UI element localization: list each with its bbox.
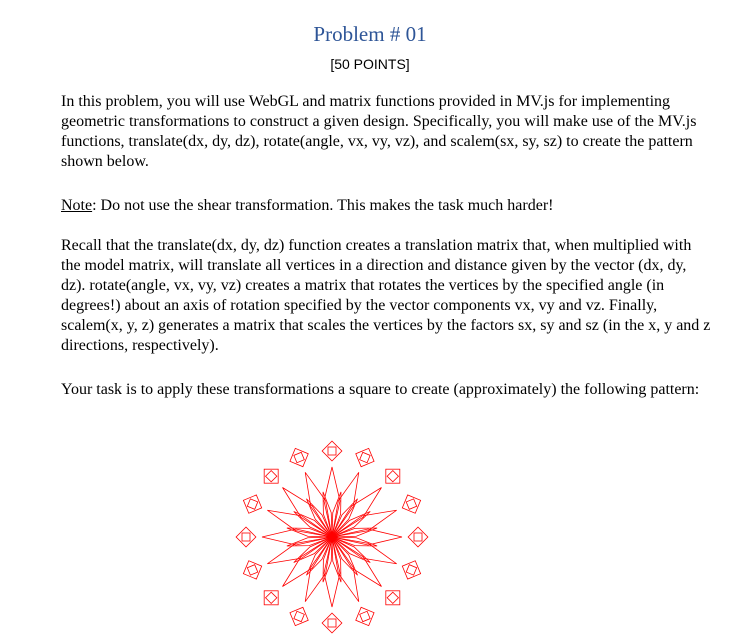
- outer-square: [402, 561, 420, 579]
- points-label: [50 POINTS]: [330, 56, 410, 72]
- recall-paragraph: Recall that the translate(dx, dy, dz) function creates a translation matrix that, when multiplied with the model matrix, will translate all vertices in a direction and distance given by the vector (dx, dy, dz). rotate(angle, vx, vy, vz) creates a matrix that rotates the vertices by the specified angle (in degrees!) about an axis of rotation specified by the vector components vx, vy and vz. Finally, scalem(x, y, z) generates a matrix that scales the vertices by the factors sx, sy and sz (in the x, y and z directions, respectively).: [61, 237, 711, 354]
- outer-square-frame: [402, 561, 420, 579]
- outer-square-frame: [408, 527, 428, 547]
- outer-square-inner: [406, 499, 416, 509]
- outer-square-frame: [402, 495, 420, 513]
- outer-square-inner: [328, 447, 336, 455]
- outer-square-frame: [322, 441, 342, 461]
- outer-square-inner: [247, 565, 257, 575]
- outer-square-inner: [294, 611, 304, 621]
- outer-square: [402, 495, 420, 513]
- pattern-group: [236, 441, 428, 633]
- intro-paragraph: In this problem, you will use WebGL and matrix functions provided in MV.js for implementing geometric transformations to construct a given design. Specifically, you will make use of the MV.js functions, translate(dx, dy, dz), rotate(angle, vx, vy, vz), and scalem(sx, sy, sz) to create the pattern shown below.: [61, 93, 697, 170]
- outer-square-inner: [414, 533, 422, 541]
- outer-square-inner: [360, 611, 370, 621]
- outer-square: [322, 613, 342, 633]
- outer-square-frame: [243, 495, 261, 513]
- outer-square-frame: [386, 591, 400, 605]
- outer-square: [264, 469, 278, 483]
- outer-square: [290, 448, 308, 466]
- outer-square-frame: [386, 469, 400, 483]
- outer-square-frame: [290, 607, 308, 625]
- outer-square-frame: [356, 607, 374, 625]
- outer-square-inner: [266, 592, 277, 603]
- outer-square: [243, 495, 261, 513]
- note-paragraph: [61, 196, 711, 216]
- note-label: Note: [61, 197, 93, 214]
- outer-square-frame: [264, 469, 278, 483]
- outer-square: [290, 607, 308, 625]
- outer-square-inner: [242, 533, 250, 541]
- outer-square-inner: [247, 499, 257, 509]
- outer-square: [408, 527, 428, 547]
- problem-title: Problem # 01: [313, 22, 427, 46]
- pattern-figure: [232, 432, 432, 642]
- outer-square: [243, 561, 261, 579]
- outer-square: [386, 591, 400, 605]
- task-paragraph: Your task is to apply these transformations a square to create (approximately) the following pattern:: [61, 381, 700, 398]
- outer-square-frame: [236, 527, 256, 547]
- outer-square: [236, 527, 256, 547]
- outer-square: [386, 469, 400, 483]
- outer-square: [356, 607, 374, 625]
- outer-square-frame: [356, 448, 374, 466]
- outer-square-frame: [264, 591, 278, 605]
- outer-square: [322, 441, 342, 461]
- outer-square-inner: [387, 471, 398, 482]
- outer-square-inner: [266, 471, 277, 482]
- outer-square-inner: [387, 592, 398, 603]
- outer-square-inner: [294, 452, 304, 462]
- outer-square: [356, 448, 374, 466]
- outer-square-frame: [290, 448, 308, 466]
- note-text: : Do not use the shear transformation. This makes the task much harder!: [92, 197, 554, 214]
- outer-square-inner: [406, 565, 416, 575]
- outer-square-frame: [322, 613, 342, 633]
- outer-square-inner: [360, 452, 370, 462]
- outer-square: [264, 591, 278, 605]
- outer-square-inner: [328, 619, 336, 627]
- outer-square-frame: [243, 561, 261, 579]
